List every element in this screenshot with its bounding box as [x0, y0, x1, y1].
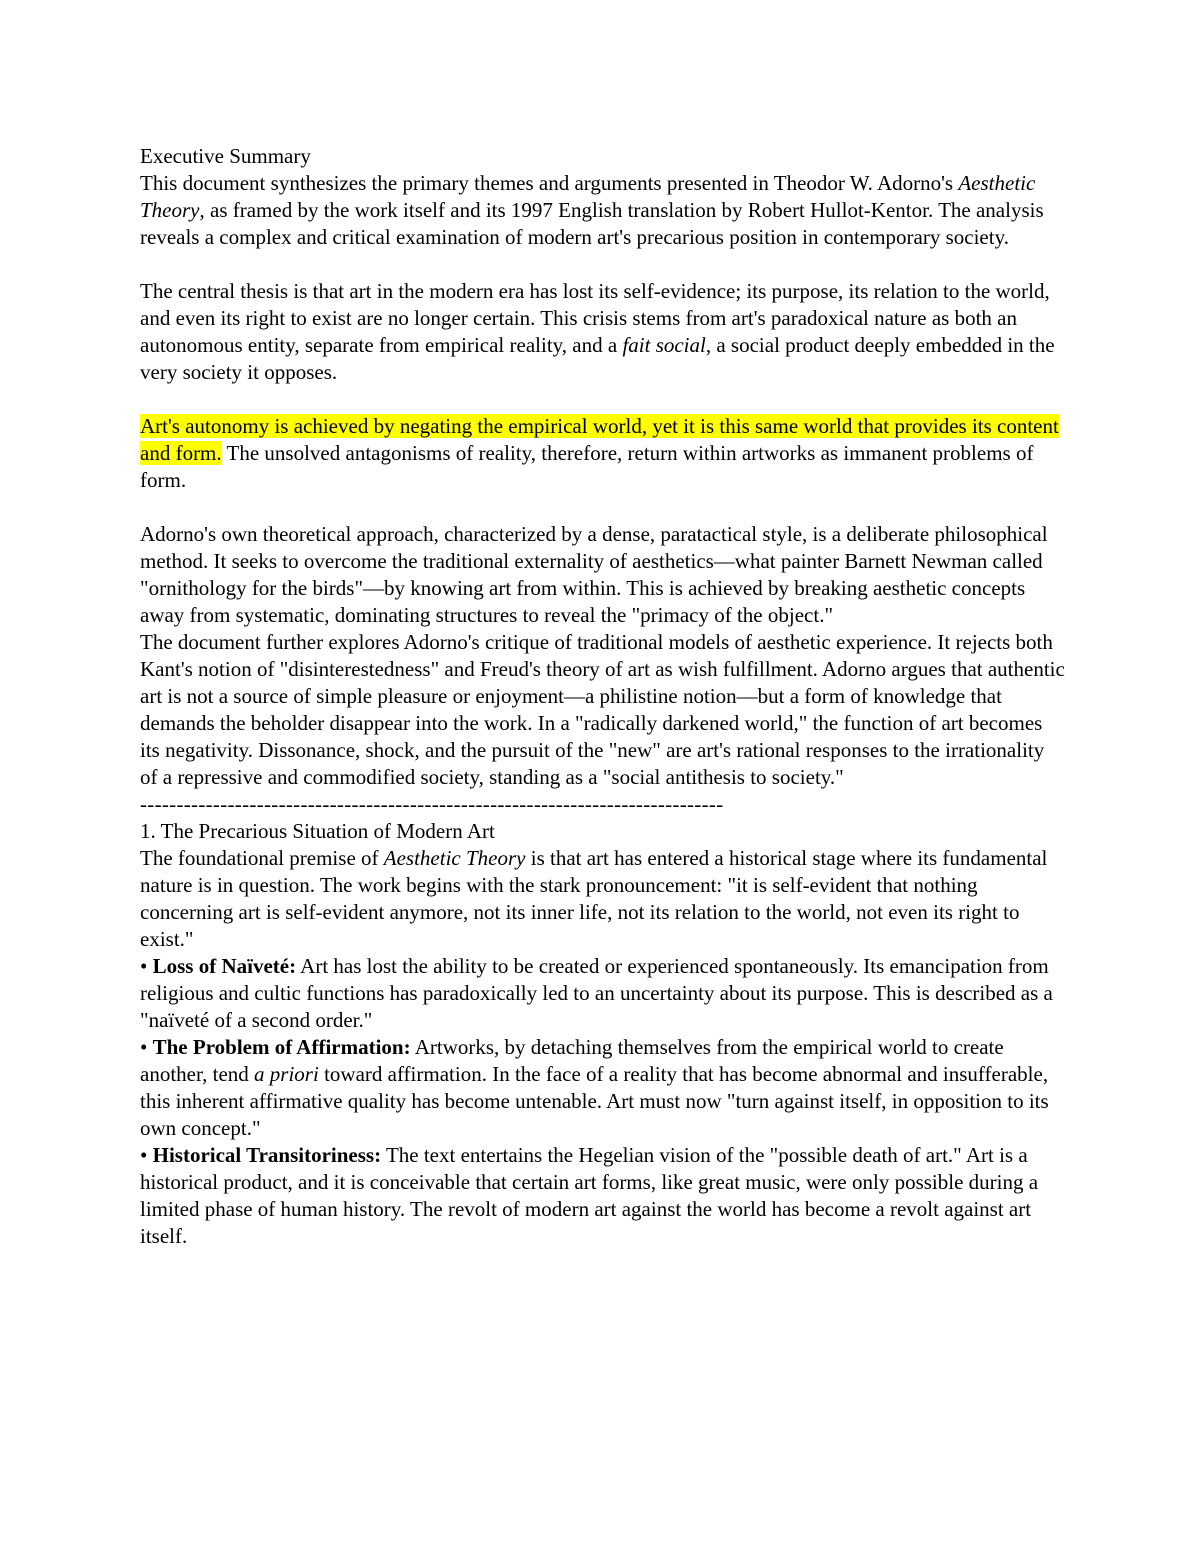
- work-title: Aesthetic Theory: [383, 846, 526, 870]
- highlighted-text: Art's autonomy is achieved by negating the empirical world, yet it is this same world that provides its content and form.: [140, 414, 1059, 465]
- premise-text-2: is that art has entered a historical stage where its fundamental nature is in question. The work begins with the stark pronouncement: "it is self-evident that nothing concerning art is self-evident anymore, not its inner life, not its relation to the world, not even its right to exist.": [140, 846, 1048, 951]
- autonomy-text: The unsolved antagonisms of reality, therefore, return within artworks as immanent problems of form.: [140, 441, 1034, 492]
- bullet-marker: •: [140, 1035, 148, 1059]
- bullet-marker: •: [140, 1143, 148, 1167]
- paragraph-gap: [140, 251, 1065, 278]
- method-paragraph: Adorno's own theoretical approach, characterized by a dense, paratactical style, is a deliberate philosophical method. It seeks to overcome the traditional externality of aesthetics—what painter Barnett Newman called "ornithology for the birds"—by knowing art from within. This is achieved by breaking aesthetic concepts away from systematic, dominating structures to reveal the "primacy of the object.": [140, 522, 1048, 627]
- autonomy-paragraph: [140, 413, 1065, 494]
- paragraph-gap: [140, 386, 1065, 413]
- fait-social-term: fait social: [622, 333, 706, 357]
- bullet-text: Artworks, by detaching themselves from the empirical world to create another, tend: [140, 1035, 1004, 1086]
- document-title: Executive Summary: [140, 144, 311, 168]
- bullet-label: Loss of Naïveté:: [152, 954, 297, 978]
- a-priori-term: a priori: [254, 1062, 319, 1086]
- bullet-text: toward affirmation. In the face of a reality that has become abnormal and insufferable, this inherent affirmative quality has become untenable. Art must now "turn against itself, in opposition to its own concept.": [140, 1062, 1049, 1140]
- intro-paragraph: [140, 170, 1065, 251]
- bullet-text: The text entertains the Hegelian vision of the "possible death of art." Art is a historical product, and it is conceivable that certain art forms, like great music, were only possible during a limited phase of human history. The revolt of modern art against the world has become a revolt against art itself.: [140, 1143, 1039, 1248]
- bullet-marker: •: [140, 954, 148, 978]
- thesis-text-2: , a social product deeply embedded in the very society it opposes.: [140, 333, 1055, 384]
- bullet-text: Art has lost the ability to be created or experienced spontaneously. Its emancipation from religious and cultic functions has paradoxically led to an uncertainty about its purpose. This is described as a "naïveté of a second order.": [140, 954, 1053, 1032]
- intro-text-2: , as framed by the work itself and its 1997 English translation by Robert Hullot-Kentor. The analysis reveals a complex and critical examination of modern art's precarious position in contemporary society.: [140, 198, 1044, 249]
- premise-text-1: The foundational premise of: [140, 846, 384, 870]
- thesis-text-1: The central thesis is that art in the modern era has lost its self-evidence; its purpose, its relation to the world, and even its right to exist are no longer certain. This crisis stems from art's paradoxical nature as both an autonomous entity, separate from empirical reality, and a: [140, 279, 1050, 357]
- section-divider: --------------------------------------------------------------------------------: [140, 792, 724, 816]
- premise-paragraph: [140, 845, 1065, 953]
- document-page: [140, 143, 1065, 1250]
- bullet-item: [140, 1034, 1065, 1142]
- bullet-label: The Problem of Affirmation:: [152, 1035, 411, 1059]
- work-title: Aesthetic Theory: [140, 171, 1036, 222]
- bullet-label: Historical Transitoriness:: [152, 1143, 382, 1167]
- paragraph-gap: [140, 494, 1065, 521]
- bullet-item: [140, 953, 1065, 1034]
- bullet-item: [140, 1142, 1065, 1250]
- thesis-paragraph: [140, 278, 1065, 386]
- intro-text-1: This document synthesizes the primary themes and arguments presented in Theodor W. Adorno's: [140, 171, 959, 195]
- critique-paragraph: The document further explores Adorno's critique of traditional models of aesthetic experience. It rejects both Kant's notion of "disinterestedness" and Freud's theory of art as wish fulfillment. Adorno argues that authentic art is not a source of simple pleasure or enjoyment—a philistine notion—but a form of knowledge that demands the beholder disappear into the work. In a "radically darkened world," the function of art becomes its negativity. Dissonance, shock, and the pursuit of the "new" are art's rational responses to the irrationality of a repressive and commodified society, standing as a "social antithesis to society.": [140, 630, 1065, 789]
- section-heading: 1. The Precarious Situation of Modern Art: [140, 819, 495, 843]
